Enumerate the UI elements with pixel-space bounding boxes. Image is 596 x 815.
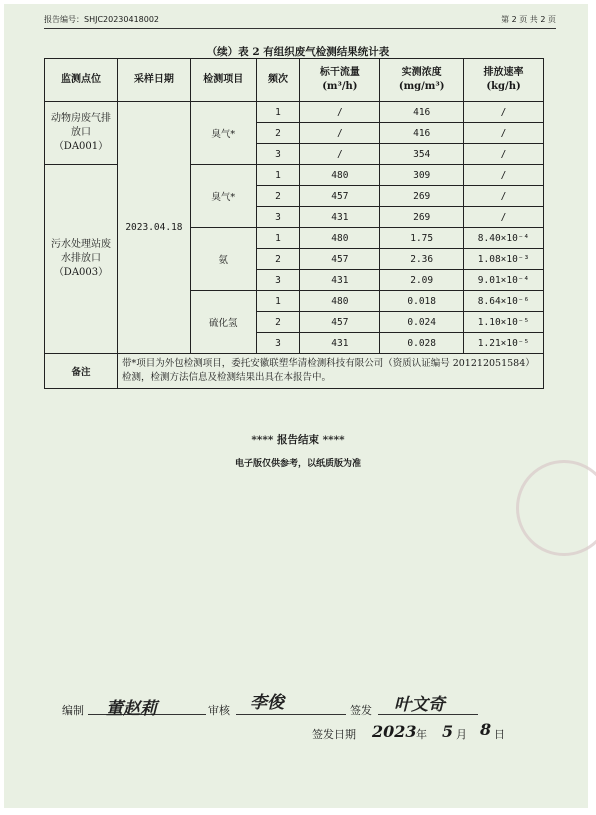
table-header-row	[45, 59, 544, 102]
freq-cell: 1	[256, 228, 300, 249]
item-cell: 氨	[190, 228, 256, 291]
report-number: 报告编号：SHJC20230418002	[44, 15, 160, 24]
conc-cell: 2.36	[380, 249, 464, 270]
rate-cell: 9.01×10⁻⁴	[464, 270, 544, 291]
freq-cell: 2	[256, 249, 300, 270]
note-label: 备注	[45, 354, 118, 389]
review-label: 审核	[208, 704, 230, 717]
conc-cell: 0.028	[380, 333, 464, 354]
flow-cell: 480	[300, 165, 380, 186]
conc-cell: 416	[380, 102, 464, 123]
freq-cell: 2	[256, 312, 300, 333]
rate-cell: /	[464, 144, 544, 165]
conc-cell: 2.09	[380, 270, 464, 291]
freq-cell: 3	[256, 333, 300, 354]
freq-cell: 2	[256, 186, 300, 207]
review-signature: 李俊	[250, 693, 284, 713]
freq-cell: 3	[256, 144, 300, 165]
issue-year: 2023	[372, 722, 417, 741]
rate-cell: 8.64×10⁻⁶	[464, 291, 544, 312]
conc-cell: 269	[380, 207, 464, 228]
item-cell: 臭气*	[190, 102, 256, 165]
table-title: （续）表 2 有组织废气检测结果统计表	[206, 46, 390, 58]
rate-cell: /	[464, 207, 544, 228]
flow-cell: /	[300, 102, 380, 123]
freq-cell: 2	[256, 123, 300, 144]
flow-cell: /	[300, 144, 380, 165]
col-conc: 实测浓度 (mg/m³)	[380, 59, 464, 102]
location-cell: 动物房废气排放口（DA001）	[45, 102, 118, 165]
conc-cell: 0.024	[380, 312, 464, 333]
year-label: 年	[416, 728, 427, 741]
flow-cell: /	[300, 123, 380, 144]
flow-cell: 431	[300, 207, 380, 228]
rate-cell: /	[464, 102, 544, 123]
flow-cell: 431	[300, 270, 380, 291]
rate-cell: /	[464, 123, 544, 144]
conc-cell: 354	[380, 144, 464, 165]
flow-cell: 480	[300, 228, 380, 249]
freq-cell: 1	[256, 165, 300, 186]
rate-cell: /	[464, 186, 544, 207]
rate-cell: 8.40×10⁻⁴	[464, 228, 544, 249]
issue-date-label: 签发日期	[312, 728, 356, 741]
conc-cell: 309	[380, 165, 464, 186]
flow-cell: 457	[300, 249, 380, 270]
conc-cell: 1.75	[380, 228, 464, 249]
report-end: **** 报告结束 ****	[251, 434, 345, 446]
col-freq: 频次	[256, 59, 300, 102]
rate-cell: 1.10×10⁻⁵	[464, 312, 544, 333]
flow-cell: 457	[300, 312, 380, 333]
sampling-date-cell: 2023.04.18	[117, 102, 190, 354]
results-table	[44, 58, 544, 389]
col-rate: 排放速率 (kg/h)	[464, 59, 544, 102]
col-flow: 标干流量 (m³/h)	[300, 59, 380, 102]
freq-cell: 1	[256, 291, 300, 312]
flow-cell: 431	[300, 333, 380, 354]
conc-cell: 416	[380, 123, 464, 144]
electronic-version-note: 电子版仅供参考，以纸质版为准	[234, 459, 361, 469]
conc-cell: 269	[380, 186, 464, 207]
freq-cell: 1	[256, 102, 300, 123]
table-row	[45, 102, 544, 123]
compile-label: 编制	[62, 704, 84, 717]
day-label: 日	[494, 728, 505, 741]
freq-cell: 3	[256, 270, 300, 291]
month-label: 月	[456, 728, 467, 741]
rate-cell: 1.08×10⁻³	[464, 249, 544, 270]
location-cell: 污水处理站废水排放口（DA003）	[45, 165, 118, 354]
page-info: 第 2 页 共 2 页	[501, 15, 556, 24]
col-item: 检测项目	[190, 59, 256, 102]
note-row	[45, 354, 544, 389]
rate-cell: /	[464, 165, 544, 186]
item-cell: 硫化氢	[190, 291, 256, 354]
col-location: 监测点位	[45, 59, 118, 102]
issue-month: 5	[442, 722, 454, 741]
issue-signature: 叶文奇	[394, 695, 445, 715]
flow-cell: 480	[300, 291, 380, 312]
conc-cell: 0.018	[380, 291, 464, 312]
flow-cell: 457	[300, 186, 380, 207]
note-text: 带*项目为外包检测项目，委托安徽联塑华清检测科技有限公司（资质认证编号 201212051584）检测，检测方法信息及检测结果出具在本报告中。	[117, 354, 543, 389]
col-date: 采样日期	[117, 59, 190, 102]
freq-cell: 3	[256, 207, 300, 228]
compile-signature: 董赵莉	[106, 699, 157, 719]
rate-cell: 1.21×10⁻⁵	[464, 333, 544, 354]
issue-label: 签发	[350, 704, 372, 717]
header-divider	[44, 28, 556, 29]
issue-day: 8	[480, 720, 492, 739]
item-cell: 臭气*	[190, 165, 256, 228]
